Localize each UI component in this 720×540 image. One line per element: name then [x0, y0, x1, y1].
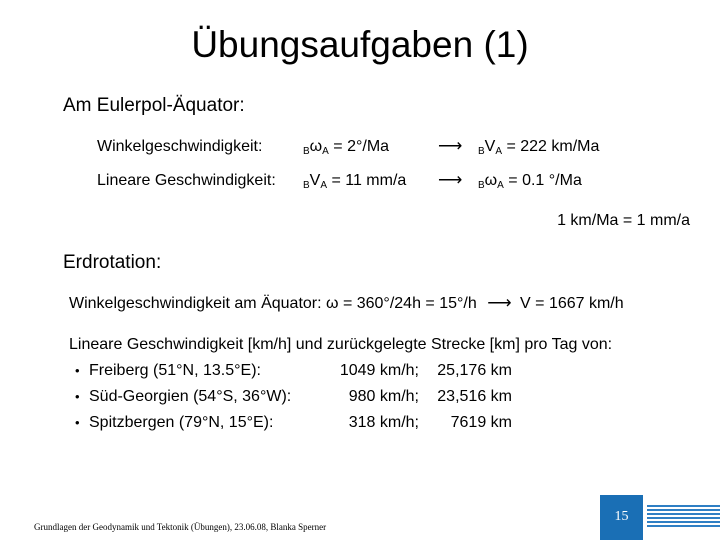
- linear-velocity-label: Lineare Geschwindigkeit:: [97, 172, 276, 189]
- bullet-icon: •: [75, 363, 80, 378]
- place-name: Süd-Georgien (54°S, 36°W):: [89, 388, 292, 405]
- place-distance: 23,516 km: [437, 388, 512, 405]
- place-speed: 980 km/h;: [348, 388, 419, 405]
- pre-sub: B: [303, 146, 310, 157]
- angular-velocity-value: [303, 138, 389, 156]
- equator-angular-velocity: [69, 293, 624, 313]
- arrow-icon: ⟶: [487, 293, 512, 312]
- arrow-icon: ⟶: [438, 170, 463, 189]
- value: = 222 km/Ma: [502, 138, 600, 155]
- place-name: Freiberg (51°N, 13.5°E):: [89, 362, 261, 379]
- symbol: ω: [484, 172, 498, 189]
- post-sub: A: [495, 146, 503, 157]
- linear-velocity-value: [303, 172, 406, 190]
- equator-line: Winkelgeschwindigkeit am Äquator: ω = 360°/24h = 15°/h: [69, 295, 477, 312]
- post-sub: A: [322, 146, 329, 157]
- footer-text: Grundlagen der Geodynamik und Tektonik (Übungen), 23.06.08, Blanka Sperner: [34, 522, 327, 532]
- symbol: ω: [309, 138, 323, 155]
- pre-sub: B: [478, 146, 485, 157]
- pre-sub: B: [478, 180, 485, 191]
- symbol: V: [484, 138, 496, 155]
- post-sub: A: [497, 180, 504, 191]
- angular-velocity-result: [478, 172, 582, 190]
- place-speed: 1049 km/h;: [339, 362, 419, 379]
- place-distance: 7619 km: [450, 414, 512, 431]
- place-speed: 318 km/h;: [348, 414, 419, 431]
- value: = 2°/Ma: [328, 138, 390, 155]
- angular-velocity-label: Winkelgeschwindigkeit:: [97, 138, 263, 155]
- list-item: [75, 388, 291, 406]
- earth-heading: Erdrotation:: [63, 252, 162, 273]
- place-name: Spitzbergen (79°N, 15°E):: [89, 414, 274, 431]
- linear-velocity-result: [478, 138, 599, 156]
- value: = 11 mm/a: [327, 172, 407, 189]
- euler-heading: Am Eulerpol-Äquator:: [63, 95, 245, 116]
- question-text: Lineare Geschwindigkeit [km/h] und zurückgelegte Strecke [km] pro Tag von:: [69, 336, 613, 353]
- post-sub: A: [320, 180, 328, 191]
- arrow-icon: ⟶: [438, 136, 463, 155]
- page-number: 15: [614, 509, 629, 524]
- slide-title: Übungsaufgaben (1): [191, 24, 529, 65]
- list-item: [75, 414, 273, 432]
- place-distance: 25,176 km: [437, 362, 512, 379]
- bullet-icon: •: [75, 389, 80, 404]
- page-number-box: [600, 495, 720, 540]
- value: = 0.1 °/Ma: [503, 172, 582, 189]
- pre-sub: B: [303, 180, 310, 191]
- bullet-icon: •: [75, 415, 80, 430]
- decorative-stripes: [647, 505, 720, 529]
- list-item: [75, 362, 261, 380]
- symbol: V: [309, 172, 321, 189]
- unit-note: 1 km/Ma = 1 mm/a: [557, 212, 690, 229]
- equator-result: V = 1667 km/h: [520, 295, 624, 312]
